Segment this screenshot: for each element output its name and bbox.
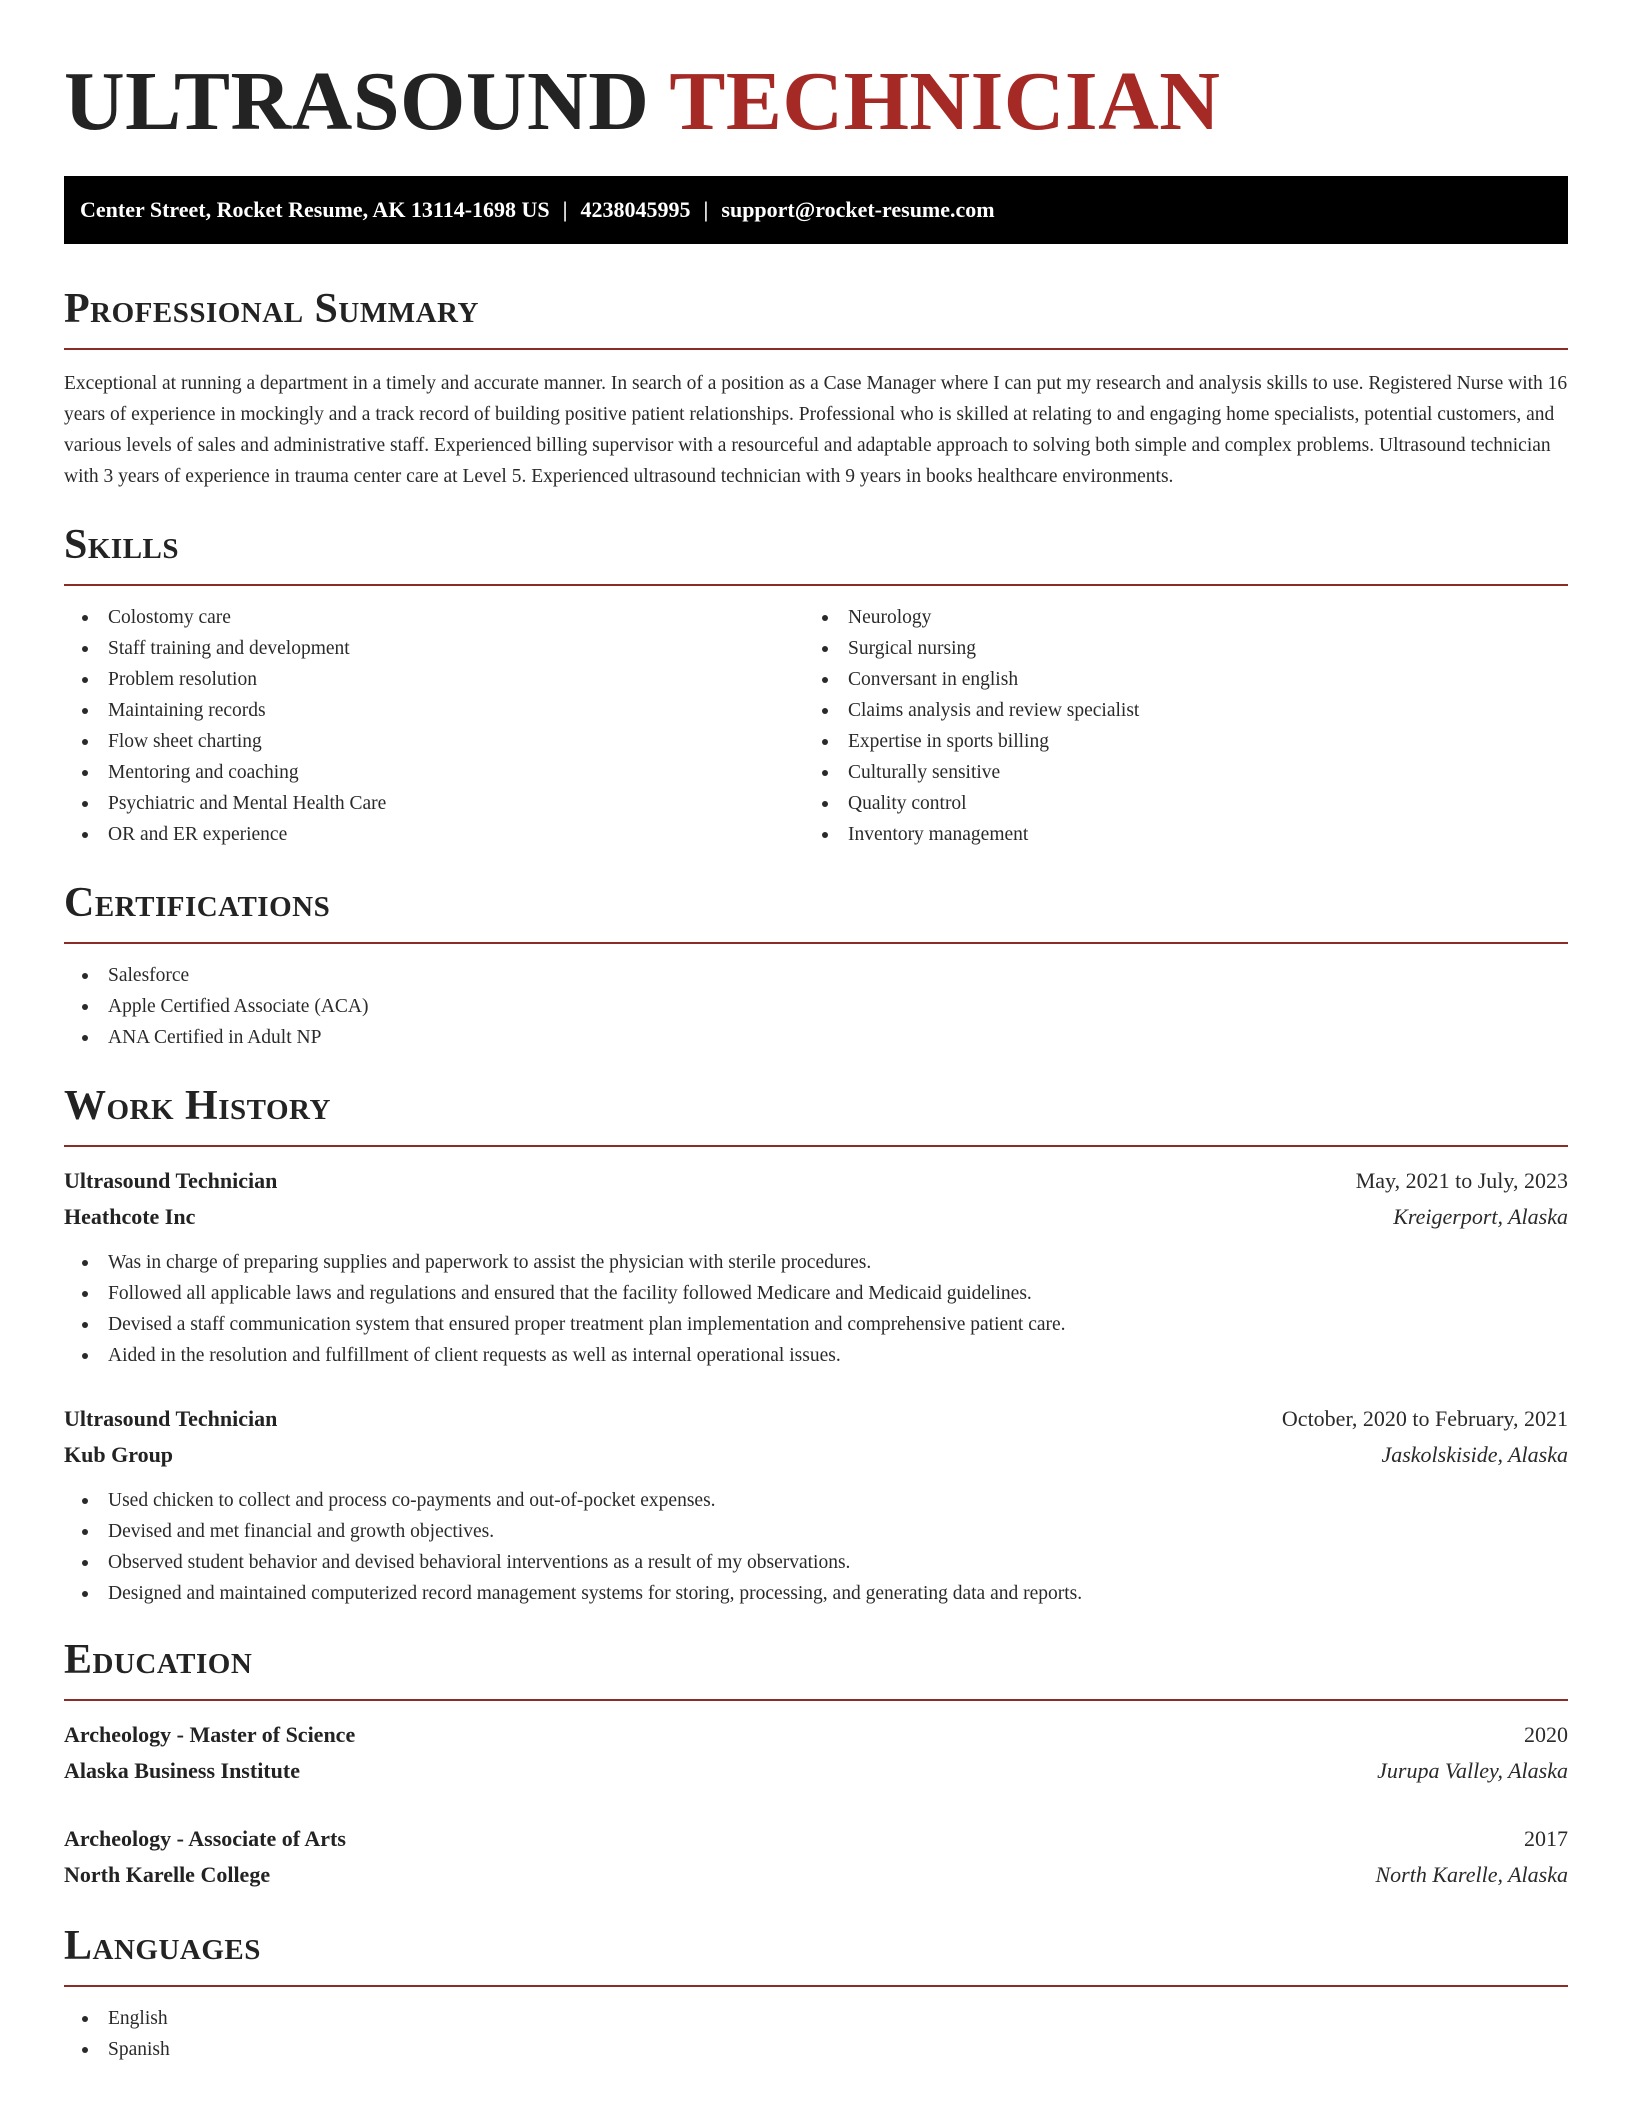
education-year: 2017 [1524, 1826, 1568, 1851]
skill-item: OR and ER experience [64, 819, 804, 850]
skill-item: Culturally sensitive [804, 757, 1544, 788]
job-header-row [64, 1401, 1568, 1437]
education-school: North Karelle College [64, 1862, 271, 1887]
section-divider [64, 942, 1568, 944]
skills-list-left [64, 602, 804, 850]
job-role: Ultrasound Technician [64, 1168, 278, 1193]
contact-address: Center Street, Rocket Resume, AK 13114-1698 US [80, 197, 550, 222]
job-location: Kreigerport, Alaska [1393, 1204, 1568, 1229]
skill-item: Quality control [804, 788, 1544, 819]
skill-item: Colostomy care [64, 602, 804, 633]
job-duty: Devised and met financial and growth objectives. [64, 1516, 1568, 1547]
certification-item: Apple Certified Associate (ACA) [64, 991, 1568, 1022]
language-item: English [64, 2003, 1568, 2034]
title-last: TECHNICIAN [669, 55, 1221, 148]
job-company: Kub Group [64, 1442, 174, 1467]
skills-list-right [804, 602, 1544, 850]
contact-separator: | [703, 197, 709, 222]
education-header-row [64, 1717, 1568, 1753]
job-company-row [64, 1437, 1568, 1473]
job-header-row [64, 1163, 1568, 1199]
job-duties-list [64, 1247, 1568, 1371]
skill-item: Expertise in sports billing [804, 726, 1544, 757]
skill-item: Mentoring and coaching [64, 757, 804, 788]
job-duty: Designed and maintained computerized record management systems for storing, processing, and generating data and reports. [64, 1578, 1568, 1609]
education-school-row [64, 1753, 1568, 1789]
job-duty: Used chicken to collect and process co-payments and out-of-pocket expenses. [64, 1485, 1568, 1516]
summary-heading: Professional Summary [64, 286, 479, 332]
education-heading: Education [64, 1637, 253, 1683]
education-school: Alaska Business Institute [64, 1758, 300, 1783]
languages-list [64, 2003, 1568, 2065]
summary-section [64, 284, 1568, 492]
summary-text: Exceptional at running a department in a timely and accurate manner. In search of a position as a Case Manager where I can put my research and analysis skills to use. Registered Nurse with 16 years of experience in mockingly and a track record of building positive patient relationships. Professional who is skilled at relating to and engaging home specialists, potential customers, and various levels of sales and administrative staff. Experienced billing supervisor with a resourceful and adaptable approach to solving both simple and complex problems. Ultrasound technician with 3 years of experience in trauma center care at Level 5. Experienced ultrasound technician with 9 years in books healthcare environments. [64, 373, 1568, 487]
section-divider [64, 1145, 1568, 1147]
skills-grid [64, 602, 1568, 850]
job-duty: Was in charge of preparing supplies and paperwork to assist the physician with sterile procedures. [64, 1247, 1568, 1278]
education-section [64, 1635, 1568, 1893]
job-duty: Aided in the resolution and fulfillment of client requests as well as internal operational issues. [64, 1340, 1568, 1371]
skill-item: Surgical nursing [804, 633, 1544, 664]
job-dates: May, 2021 to July, 2023 [1355, 1168, 1568, 1193]
contact-phone: 4238045995 [580, 197, 691, 222]
certifications-heading: Certifications [64, 880, 331, 926]
skill-item: Claims analysis and review specialist [804, 695, 1544, 726]
education-location: Jurupa Valley, Alaska [1377, 1758, 1568, 1783]
skills-section [64, 520, 1568, 850]
section-divider [64, 1985, 1568, 1987]
work-history-heading: Work History [64, 1083, 331, 1129]
job-location: Jaskolskiside, Alaska [1381, 1442, 1568, 1467]
skill-item: Maintaining records [64, 695, 804, 726]
skills-column-right [804, 602, 1544, 850]
certification-item: ANA Certified in Adult NP [64, 1022, 1568, 1053]
contact-email: support@rocket-resume.com [721, 197, 995, 222]
resume-page [64, 0, 1568, 2065]
job-duty: Observed student behavior and devised behavioral interventions as a result of my observations. [64, 1547, 1568, 1578]
section-divider [64, 348, 1568, 350]
job-company-row [64, 1199, 1568, 1235]
education-year: 2020 [1524, 1722, 1568, 1747]
contact-bar [64, 176, 1568, 244]
job-role: Ultrasound Technician [64, 1406, 278, 1431]
skill-item: Psychiatric and Mental Health Care [64, 788, 804, 819]
job-duties-list [64, 1485, 1568, 1609]
skill-item: Flow sheet charting [64, 726, 804, 757]
skills-column-left [64, 602, 804, 850]
job-duty: Followed all applicable laws and regulations and ensured that the facility followed Medicare and Medicaid guidelines. [64, 1278, 1568, 1309]
certifications-section [64, 878, 1568, 1053]
languages-section [64, 1921, 1568, 2065]
title-first: ULTRASOUND [64, 55, 650, 148]
language-item: Spanish [64, 2034, 1568, 2065]
job-duty: Devised a staff communication system that ensured proper treatment plan implementation and comprehensive patient care. [64, 1309, 1568, 1340]
education-school-row [64, 1857, 1568, 1893]
languages-heading: Languages [64, 1923, 261, 1969]
skill-item: Conversant in english [804, 664, 1544, 695]
certifications-list [64, 960, 1568, 1053]
job-entry [64, 1163, 1568, 1371]
skills-heading: Skills [64, 522, 180, 568]
certification-item: Salesforce [64, 960, 1568, 991]
resume-title [64, 50, 1568, 154]
skill-item: Inventory management [804, 819, 1544, 850]
work-history-section [64, 1081, 1568, 1609]
contact-separator: | [562, 197, 568, 222]
education-location: North Karelle, Alaska [1375, 1862, 1568, 1887]
skill-item: Neurology [804, 602, 1544, 633]
skill-item: Problem resolution [64, 664, 804, 695]
job-entry [64, 1401, 1568, 1609]
job-company: Heathcote Inc [64, 1204, 196, 1229]
job-dates: October, 2020 to February, 2021 [1281, 1406, 1568, 1431]
education-degree: Archeology - Associate of Arts [64, 1826, 346, 1851]
education-entry [64, 1717, 1568, 1789]
education-header-row [64, 1821, 1568, 1857]
education-degree: Archeology - Master of Science [64, 1722, 356, 1747]
section-divider [64, 584, 1568, 586]
section-divider [64, 1699, 1568, 1701]
skill-item: Staff training and development [64, 633, 804, 664]
education-entry [64, 1821, 1568, 1893]
